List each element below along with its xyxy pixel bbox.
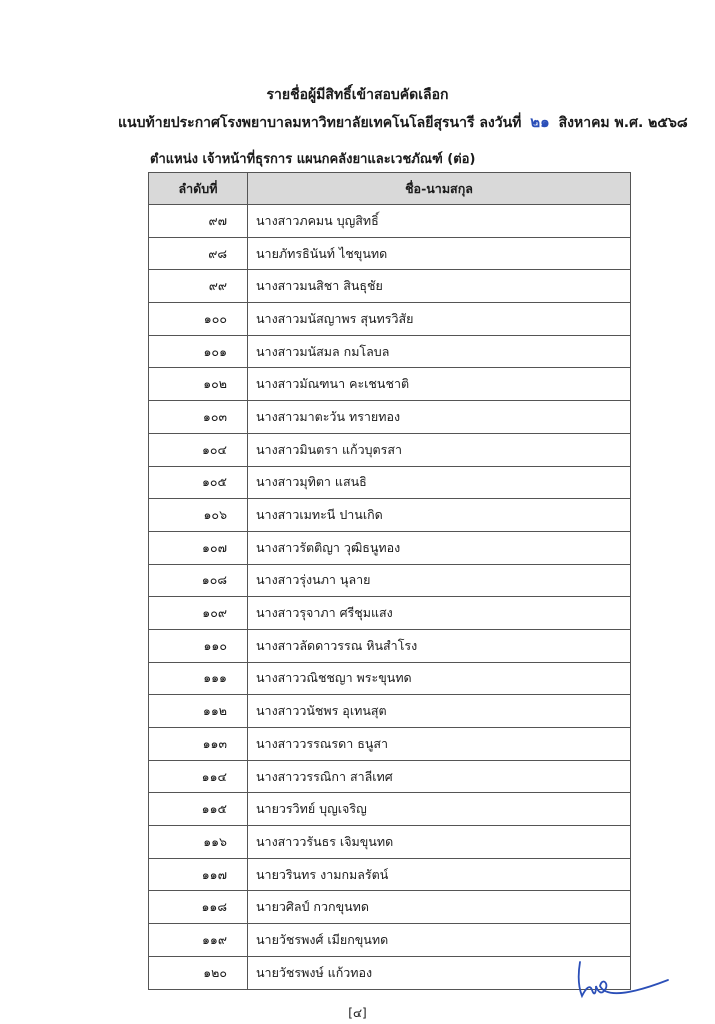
subtitle-prefix: แนบท้ายประกาศโรงพยาบาลมหาวิทยาลัยเทคโนโลยีสุรนารี ลงวันที่: [118, 115, 522, 131]
row-order-number: ๙๙: [149, 270, 248, 303]
table-row: [149, 335, 631, 368]
table-row: [149, 433, 631, 466]
column-header-name: ชื่อ-นามสกุล: [248, 173, 631, 205]
document-title: รายชื่อผู้มีสิทธิ์เข้าสอบคัดเลือก: [266, 87, 449, 103]
row-order-number: ๑๑๙: [149, 924, 248, 957]
row-order-number: ๑๐๑: [149, 335, 248, 368]
table-row: [149, 858, 631, 891]
position-heading: ตำแหน่ง เจ้าหน้าที่ธุรการ แผนกคลังยาและเวชภัณฑ์ (ต่อ): [150, 152, 476, 167]
row-order-number: ๑๑๖: [149, 826, 248, 859]
row-full-name: นางสาววรรณิกา สาลีเทศ: [248, 760, 631, 793]
table-row: [149, 303, 631, 336]
row-full-name: นางสาวมนัสมล กมโลบล: [248, 335, 631, 368]
table-row: [149, 891, 631, 924]
row-order-number: ๑๑๔: [149, 760, 248, 793]
table-header-row: [149, 173, 631, 205]
subtitle-day-handwritten: ๒๑: [530, 113, 550, 131]
table-row: [149, 956, 631, 989]
page-number: [๔]: [348, 1006, 367, 1020]
row-order-number: ๑๑๑: [149, 662, 248, 695]
row-full-name: นายวัชรพงศ์ เมียกขุนทด: [248, 924, 631, 957]
table-row: [149, 793, 631, 826]
table-row: [149, 466, 631, 499]
row-order-number: ๑๐๖: [149, 499, 248, 532]
table-row: [149, 270, 631, 303]
candidate-table: [148, 172, 631, 990]
row-order-number: ๑๐๙: [149, 597, 248, 630]
table-row: [149, 924, 631, 957]
row-order-number: ๑๑๗: [149, 858, 248, 891]
row-full-name: นางสาวมุทิตา แสนธิ: [248, 466, 631, 499]
row-full-name: นางสาวรุจาภา ศรีชุมแสง: [248, 597, 631, 630]
table-row: [149, 662, 631, 695]
row-full-name: นางสาววรรณรดา ธนูสา: [248, 728, 631, 761]
row-order-number: ๑๒๐: [149, 956, 248, 989]
row-order-number: ๙๘: [149, 237, 248, 270]
table-row: [149, 629, 631, 662]
signature: [572, 958, 672, 1004]
row-order-number: ๑๐๔: [149, 433, 248, 466]
table-row: [149, 401, 631, 434]
table-row: [149, 368, 631, 401]
row-order-number: ๑๑๘: [149, 891, 248, 924]
row-full-name: นางสาวมนัสญาพร สุนทรวิสัย: [248, 303, 631, 336]
row-full-name: นางสาวมินตรา แก้วบุตรสา: [248, 433, 631, 466]
row-full-name: นางสาวรุ่งนภา นุลาย: [248, 564, 631, 597]
row-full-name: นางสาววนัชพร อุเทนสุต: [248, 695, 631, 728]
table-row: [149, 499, 631, 532]
row-full-name: นางสาวมาตะวัน ทรายทอง: [248, 401, 631, 434]
row-order-number: ๑๑๓: [149, 728, 248, 761]
row-order-number: ๑๐๒: [149, 368, 248, 401]
row-full-name: นางสาวมนสิชา สินธุชัย: [248, 270, 631, 303]
table-body: [149, 205, 631, 990]
column-header-order: ลำดับที่: [149, 173, 248, 205]
row-full-name: นายวัชรพงษ์ แก้วทอง: [248, 956, 631, 989]
row-order-number: ๑๐๘: [149, 564, 248, 597]
row-full-name: นางสาวรัตติญา วุฒิธนูทอง: [248, 531, 631, 564]
table-row: [149, 205, 631, 238]
row-order-number: ๑๐๐: [149, 303, 248, 336]
row-order-number: ๑๑๐: [149, 629, 248, 662]
table-row: [149, 237, 631, 270]
row-order-number: ๑๐๓: [149, 401, 248, 434]
row-full-name: นางสาวลัดดาวรรณ หินสำโรง: [248, 629, 631, 662]
table-row: [149, 760, 631, 793]
row-full-name: นายภัทรธินันท์ ไชขุนทด: [248, 237, 631, 270]
row-order-number: ๙๗: [149, 205, 248, 238]
table-row: [149, 564, 631, 597]
row-full-name: นางสาวมัณฑนา คะเชนชาติ: [248, 368, 631, 401]
table-row: [149, 531, 631, 564]
row-full-name: นางสาวภคมน บุญสิทธิ์: [248, 205, 631, 238]
row-full-name: นางสาวเมทะนี ปานเกิด: [248, 499, 631, 532]
table-row: [149, 597, 631, 630]
subtitle-suffix: สิงหาคม พ.ศ. ๒๕๖๘: [558, 115, 688, 131]
row-full-name: นางสาววณิชชญา พระขุนทด: [248, 662, 631, 695]
row-full-name: นายวรวิทย์ บุญเจริญ: [248, 793, 631, 826]
document-subtitle: [118, 110, 688, 134]
table-row: [149, 695, 631, 728]
table-row: [149, 728, 631, 761]
row-full-name: นายวรินทร งามกมลรัตน์: [248, 858, 631, 891]
row-full-name: นายวศิลป์ กวกขุนทด: [248, 891, 631, 924]
row-full-name: นางสาววรันธร เจิมขุนทด: [248, 826, 631, 859]
row-order-number: ๑๑๒: [149, 695, 248, 728]
table-row: [149, 826, 631, 859]
row-order-number: ๑๑๕: [149, 793, 248, 826]
row-order-number: ๑๐๗: [149, 531, 248, 564]
row-order-number: ๑๐๕: [149, 466, 248, 499]
